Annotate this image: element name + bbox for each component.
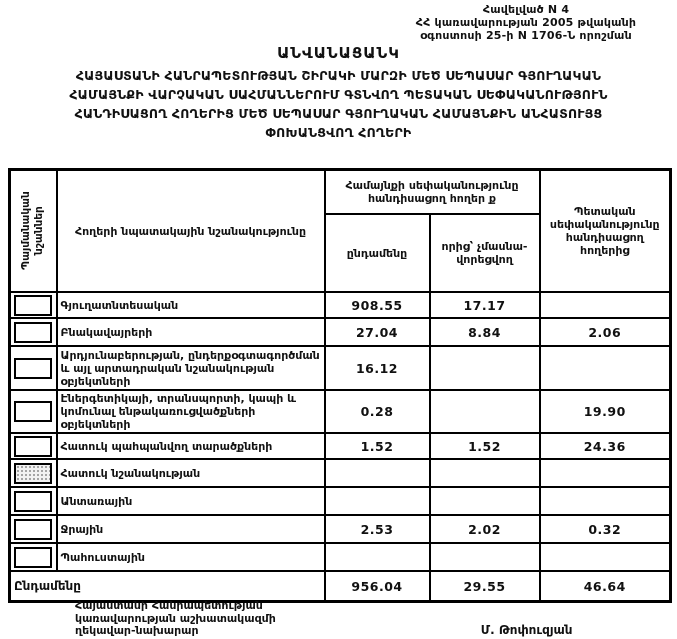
value-state	[540, 292, 671, 318]
subtitle-line: ՀԱՅԱՍՏԱՆԻ ՀԱՆՐԱՊԵՏՈՒԹՅԱՆ ՇԻՐԱԿԻ ՄԱՐԶԻ ՄԵԾ ՍԵՊԱՍԱՐ ԳՅՈՒՂԱԿԱՆ	[75, 68, 602, 83]
legend-box-cell	[10, 390, 57, 433]
table-row	[10, 292, 671, 318]
value-state: 0.32	[540, 515, 671, 543]
table-row	[10, 318, 671, 346]
subtitle-line: ՀԱՆԴԻՍԱՑՈՂ ՀՈՂԵՐԻՑ ՄԵԾ ՍԵՊԱՍԱՐ ԳՅՈՒՂԱԿԱՆ ՀԱՄԱՅՆՔԻՆ ԱՆՀԱՏՈՒՅՑ	[74, 106, 603, 121]
legend-box	[14, 358, 52, 379]
legend-box-cell	[10, 487, 57, 515]
legend-box-cell	[10, 318, 57, 346]
total-label: Ընդամենը	[10, 571, 325, 602]
legend-box	[14, 463, 52, 484]
value-nonprivatized: 8.84	[430, 318, 540, 346]
appendix-reference	[381, 3, 671, 42]
row-label: Գյուղատնտեսական	[57, 292, 325, 318]
value-nonprivatized: 17.17	[430, 292, 540, 318]
appendix-line: օգոստոսի 25-ի N 1706-Ն որոշման	[420, 29, 632, 42]
row-label: Հատուկ պահպանվող տարածքների	[57, 433, 325, 459]
row-label: Ջրային	[57, 515, 325, 543]
table-row	[10, 543, 671, 571]
col-header-symbols	[10, 170, 57, 293]
table-row	[10, 433, 671, 459]
legend-box	[14, 519, 52, 540]
signatory-title-line: Հայաստանի Հանրապետության	[75, 599, 263, 612]
value-nonprivatized	[430, 459, 540, 487]
col-header-state: Պետական սեփականությունը հանդիսացող հողերից	[540, 170, 671, 293]
legend-box	[14, 295, 52, 316]
row-label: Պահուստային	[57, 543, 325, 571]
value-state: 2.06	[540, 318, 671, 346]
legend-box	[14, 436, 52, 457]
row-label: Էներգետիկայի, տրանսպորտի, կապի և կոմունալ ենթակառուցվածքների օբյեկտների	[57, 390, 325, 433]
col-header-community-group: Համայնքի սեփականությունը հանդիսացող հողեր ք	[325, 170, 540, 215]
signature-block	[0, 600, 677, 638]
subtitle-line: ՀԱՄԱՅՆՔԻ ՎԱՐՉԱԿԱՆ ՍԱՀՄԱՆՆԵՐՈՒՄ ԳՏՆՎՈՂ ՊԵՏԱԿԱՆ ՍԵՓԱԿԱՆՈՒԹՅՈՒՆ	[69, 87, 608, 102]
value-nonprivatized	[430, 390, 540, 433]
value-nonprivatized	[430, 487, 540, 515]
value-state	[540, 459, 671, 487]
value-nonprivatized: 2.02	[430, 515, 540, 543]
col-header-total: ընդամենը	[325, 214, 430, 292]
value-state: 19.90	[540, 390, 671, 433]
legend-box	[14, 491, 52, 512]
value-nonprivatized	[430, 543, 540, 571]
col-header-nonprivatized: որից՝ չմասնա-վորեցվող	[430, 214, 540, 292]
table-total-row	[10, 571, 671, 602]
land-transfer-table	[8, 168, 672, 603]
legend-box	[14, 547, 52, 568]
row-label: Անտառային	[57, 487, 325, 515]
total-value-nonprivatized: 29.55	[430, 571, 540, 602]
value-total: 1.52	[325, 433, 430, 459]
legend-box-cell	[10, 346, 57, 390]
subtitle-line: ՓՈԽԱՆՑՎՈՂ ՀՈՂԵՐԻ	[265, 125, 412, 140]
value-total: 908.55	[325, 292, 430, 318]
signatory-title-line: կառավարության աշխատակազմի	[75, 611, 276, 625]
page-subtitle	[0, 66, 677, 142]
legend-box	[14, 401, 52, 422]
signatory-title	[75, 600, 276, 638]
row-label: Բնակավայրերի	[57, 318, 325, 346]
table-row	[10, 487, 671, 515]
value-state	[540, 487, 671, 515]
total-value-total: 956.04	[325, 571, 430, 602]
legend-box	[14, 322, 52, 343]
row-label: Հատուկ նշանակության	[57, 459, 325, 487]
appendix-line: ՀՀ կառավարության 2005 թվականի	[415, 16, 637, 29]
value-total	[325, 543, 430, 571]
col-header-symbols-label: Պայմանական նշաններ	[20, 191, 46, 271]
value-nonprivatized: 1.52	[430, 433, 540, 459]
legend-box-cell	[10, 433, 57, 459]
value-state	[540, 346, 671, 390]
value-state: 24.36	[540, 433, 671, 459]
value-total: 27.04	[325, 318, 430, 346]
value-total	[325, 487, 430, 515]
table-row	[10, 459, 671, 487]
title-block	[0, 44, 677, 142]
table-row	[10, 390, 671, 433]
signatory-title-line: ղեկավար-նախարար	[75, 624, 199, 637]
signatory-name: Մ. Թոփուզյան	[480, 622, 573, 637]
legend-box-cell	[10, 292, 57, 318]
table-row	[10, 515, 671, 543]
legend-box-cell	[10, 515, 57, 543]
value-state	[540, 543, 671, 571]
legend-box-cell	[10, 459, 57, 487]
row-label: Արդյունաբերության, ընդերքօգտագործման և այլ արտադրական նշանակության օբյեկտների	[57, 346, 325, 390]
table-row	[10, 346, 671, 390]
value-total	[325, 459, 430, 487]
total-value-state: 46.64	[540, 571, 671, 602]
appendix-line: Հավելված N 4	[482, 3, 570, 16]
legend-box-cell	[10, 543, 57, 571]
value-nonprivatized	[430, 346, 540, 390]
col-header-purpose: Հողերի նպատակային նշանակությունը	[57, 170, 325, 293]
value-total: 16.12	[325, 346, 430, 390]
value-total: 0.28	[325, 390, 430, 433]
page-title: ԱՆՎԱՆԱՑԱՆԿ	[277, 44, 400, 62]
value-total: 2.53	[325, 515, 430, 543]
